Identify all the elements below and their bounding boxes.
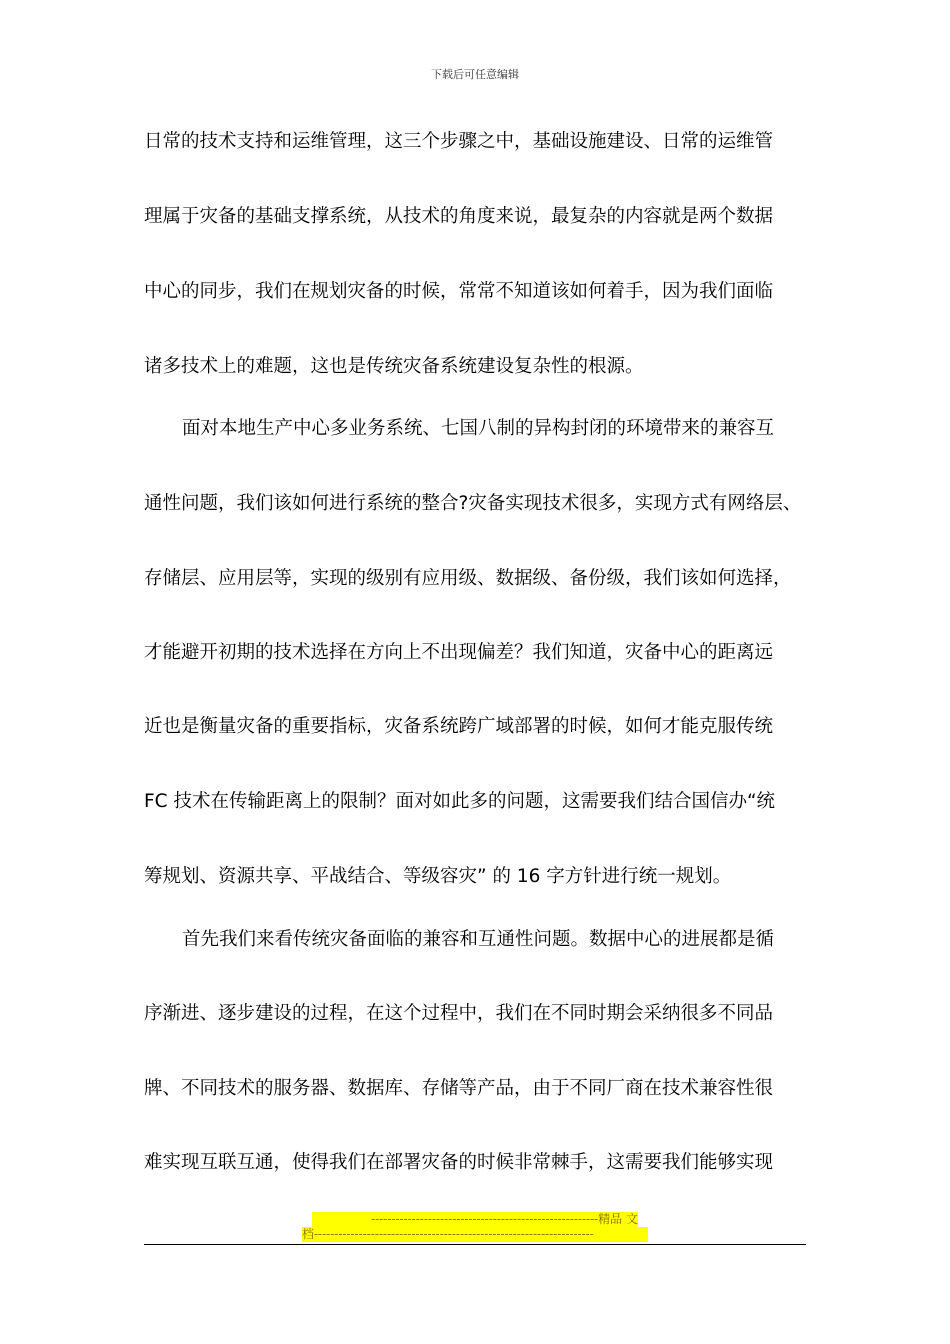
body-line-8: 才能避开初期的技术选择在方向上不出现偏差？我们知道，灾备中心的距离远: [144, 642, 774, 663]
footer-rule: [144, 1244, 806, 1245]
body-line-1: 日常的技术支持和运维管理，这三个步骤之中，基础设施建设、日常的运维管: [144, 131, 774, 152]
body-line-12: 首先我们来看传统灾备面临的兼容和互通性问题。数据中心的进展都是循: [182, 929, 775, 950]
body-line-7: 存储层、应用层等，实现的级别有应用级、数据级、备份级，我们该如何选择，: [144, 568, 792, 589]
body-line-2: 理属于灾备的基础支撑系统，从技术的角度来说，最复杂的内容就是两个数据: [144, 206, 774, 227]
footer-highlight-line-1: --------------------------------------------------------精品 文: [312, 1212, 638, 1227]
body-line-5: 面对本地生产中心多业务系统、七国八制的异构封闭的环境带来的兼容互: [182, 418, 775, 439]
body-line-14: 牌、不同技术的服务器、数据库、存储等产品，由于不同厂商在技术兼容性很: [144, 1078, 774, 1099]
body-line-13: 序渐进、逐步建设的过程，在这个过程中，我们在不同时期会采纳很多不同品: [144, 1003, 774, 1024]
footer-highlight-line-2: 档---------------------------------------------------------------------: [302, 1227, 648, 1242]
body-line-3: 中心的同步，我们在规划灾备的时候，常常不知道该如何着手，因为我们面临: [144, 281, 774, 302]
body-line-15: 难实现互联互通，使得我们在部署灾备的时候非常棘手，这需要我们能够实现: [144, 1152, 774, 1173]
body-line-11: 筹规划、资源共享、平战结合、等级容灾” 的 16 字方针进行统一规划。: [144, 866, 732, 887]
page-header: 下载后可任意编辑: [431, 68, 519, 81]
body-line-4: 诸多技术上的难题，这也是传统灾备系统建设复杂性的根源。: [144, 356, 644, 377]
body-line-10: FC 技术在传输距离上的限制？面对如此多的问题，这需要我们结合国信办“统: [144, 791, 776, 812]
body-line-6: 通性问题，我们该如何进行系统的整合?灾备实现技术很多，实现方式有网络层、: [144, 493, 802, 514]
body-line-9: 近也是衡量灾备的重要指标，灾备系统跨广域部署的时候，如何才能克服传统: [144, 716, 774, 737]
